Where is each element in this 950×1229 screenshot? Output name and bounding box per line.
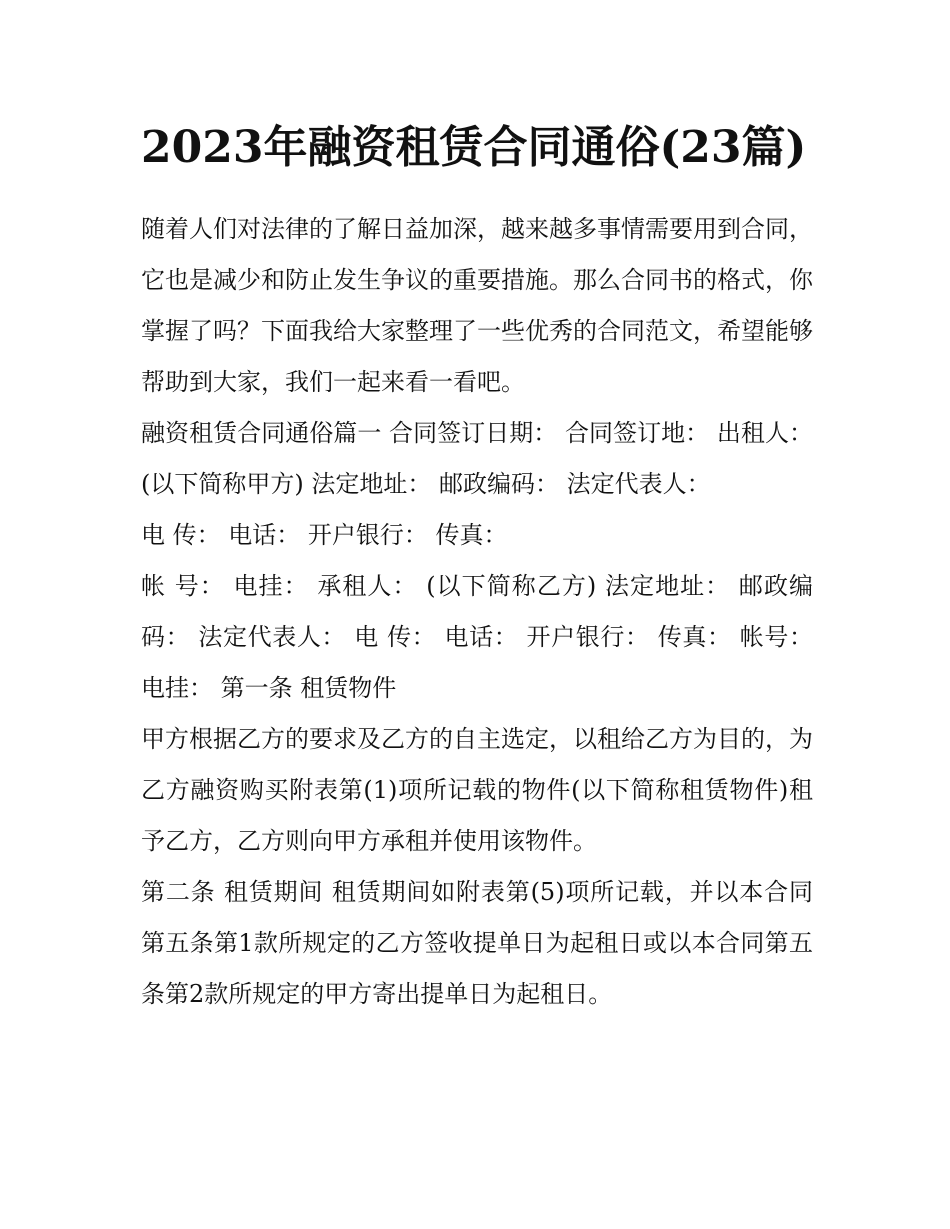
lessor-contact-line: 电 传： 电话： 开户银行： 传真： [141,521,508,549]
article2-body-paragraph: 第二条 租赁期间 租赁期间如附表第(5)项所记载，并以本合同第五条第1款所规定的乙方签收提单日为起租日或以本合同第五条第2款所规定的甲方寄出提单日为起租日。 [141,878,813,1008]
document-title: 2023年融资租赁合同通俗(23篇) [141,122,807,173]
section1-header-paragraph: 融资租赁合同通俗篇一 合同签订日期： 合同签订地： 出租人： (以下简称甲方) 法定地址： 邮政编码： 法定代表人： [141,419,813,498]
intro-paragraph: 随着人们对法律的了解日益加深，越来越多事情需要用到合同，它也是减少和防止发生争议的重要措施。那么合同书的格式，你掌握了吗？下面我给大家整理了一些优秀的合同范文，希望能够帮助到大家，我们一起来看一看吧。 [141,215,813,396]
lessee-info-paragraph: 帐 号： 电挂： 承租人： (以下简称乙方) 法定地址： 邮政编码： 法定代表人： 电 传： 电话： 开户银行： 传真： 帐号： 电挂： 第一条 租赁物件 [141,572,813,702]
article1-body-paragraph: 甲方根据乙方的要求及乙方的自主选定，以租给乙方为目的，为乙方融资购买附表第(1)项所记载的物件(以下简称租赁物件)租予乙方，乙方则向甲方承租并使用该物件。 [141,725,813,855]
document-page [141,112,813,1020]
